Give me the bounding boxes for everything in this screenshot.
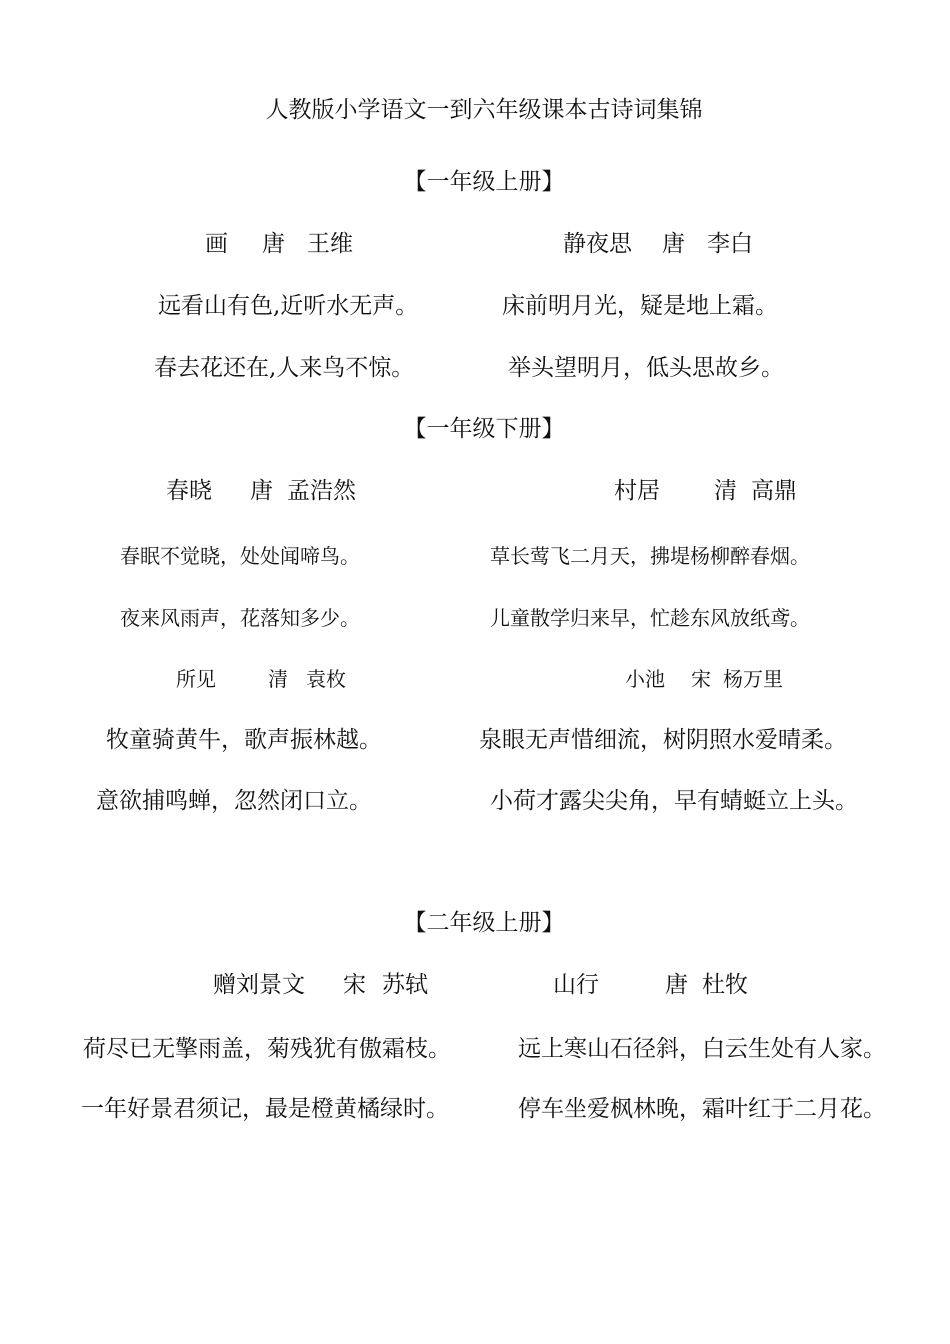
poem-title: 村居: [614, 478, 660, 504]
poem-title: 山行: [553, 972, 599, 998]
poem-line: 夜来风雨声，花落知多少。: [120, 606, 360, 630]
poem-heading: [166, 480, 356, 503]
section-heading-grade1-vol2: 【一年级下册】: [403, 416, 565, 442]
section-heading-grade2-vol1: 【二年级上册】: [403, 910, 565, 936]
poem-title: 赠刘景文: [213, 972, 305, 998]
poem-line: 春眠不觉晓，处处闻啼鸟。: [120, 544, 360, 568]
poem-line: 小荷才露尖尖角，早有蜻蜓立上头。: [490, 788, 858, 814]
poem-title: 静夜思: [563, 231, 632, 257]
poem-dynasty: 宋: [343, 972, 366, 998]
poem-line: 荷尽已无擎雨盖，菊残犹有傲霜枝。: [83, 1036, 451, 1062]
poem-line: 儿童散学归来早，忙趁东风放纸鸢。: [490, 606, 810, 630]
poem-title: 小池: [625, 667, 665, 691]
poem-author: 高鼎: [751, 478, 797, 504]
poem-author: 杨万里: [723, 667, 783, 691]
poem-title: 所见: [176, 667, 216, 691]
poem-line: 远看山有色,近听水无声。: [158, 293, 419, 319]
poem-dynasty: 唐: [262, 231, 285, 257]
poem-author: 王维: [307, 231, 353, 257]
poem-line: 床前明月光，疑是地上霜。: [502, 293, 778, 319]
poem-dynasty: 唐: [662, 231, 685, 257]
poem-line: 远上寒山石径斜，白云生处有人家。: [518, 1036, 886, 1062]
poem-dynasty: 清: [268, 667, 288, 691]
poem-heading: [176, 669, 346, 689]
poem-author: 苏轼: [382, 972, 428, 998]
poem-line: 举头望明月，低头思故乡。: [508, 355, 784, 381]
poem-title: 春晓: [166, 478, 212, 504]
poem-line: 一年好景君须记，最是橙黄橘绿时。: [81, 1096, 449, 1122]
section-heading-grade1-vol1: 【一年级上册】: [403, 169, 565, 195]
poem-line: 牧童骑黄牛，歌声振林越。: [106, 727, 382, 753]
poem-line: 泉眼无声惜细流，树阴照水爱晴柔。: [479, 727, 847, 753]
poem-line: 停车坐爱枫林晚，霜叶红于二月花。: [518, 1096, 886, 1122]
poem-dynasty: 清: [714, 478, 737, 504]
poem-author: 杜牧: [702, 972, 748, 998]
poem-author: 孟浩然: [287, 478, 356, 504]
poem-heading: [614, 480, 797, 503]
poem-heading: [205, 233, 353, 256]
poem-heading: [625, 669, 783, 689]
poem-dynasty: 宋: [691, 667, 711, 691]
poem-title: 画: [205, 231, 228, 257]
page-title: 人教版小学语文一到六年级课本古诗词集锦: [265, 97, 703, 123]
poem-line: 春去花还在,人来鸟不惊。: [154, 355, 415, 381]
poem-dynasty: 唐: [665, 972, 688, 998]
poem-author: 袁枚: [306, 667, 346, 691]
poem-dynasty: 唐: [250, 478, 273, 504]
poem-heading: [553, 974, 748, 997]
poem-heading: [563, 233, 753, 256]
poem-line: 意欲捕鸣蝉，忽然闭口立。: [96, 788, 372, 814]
poem-heading: [213, 974, 428, 997]
poem-line: 草长莺飞二月天，拂堤杨柳醉春烟。: [490, 544, 810, 568]
poem-author: 李白: [707, 231, 753, 257]
